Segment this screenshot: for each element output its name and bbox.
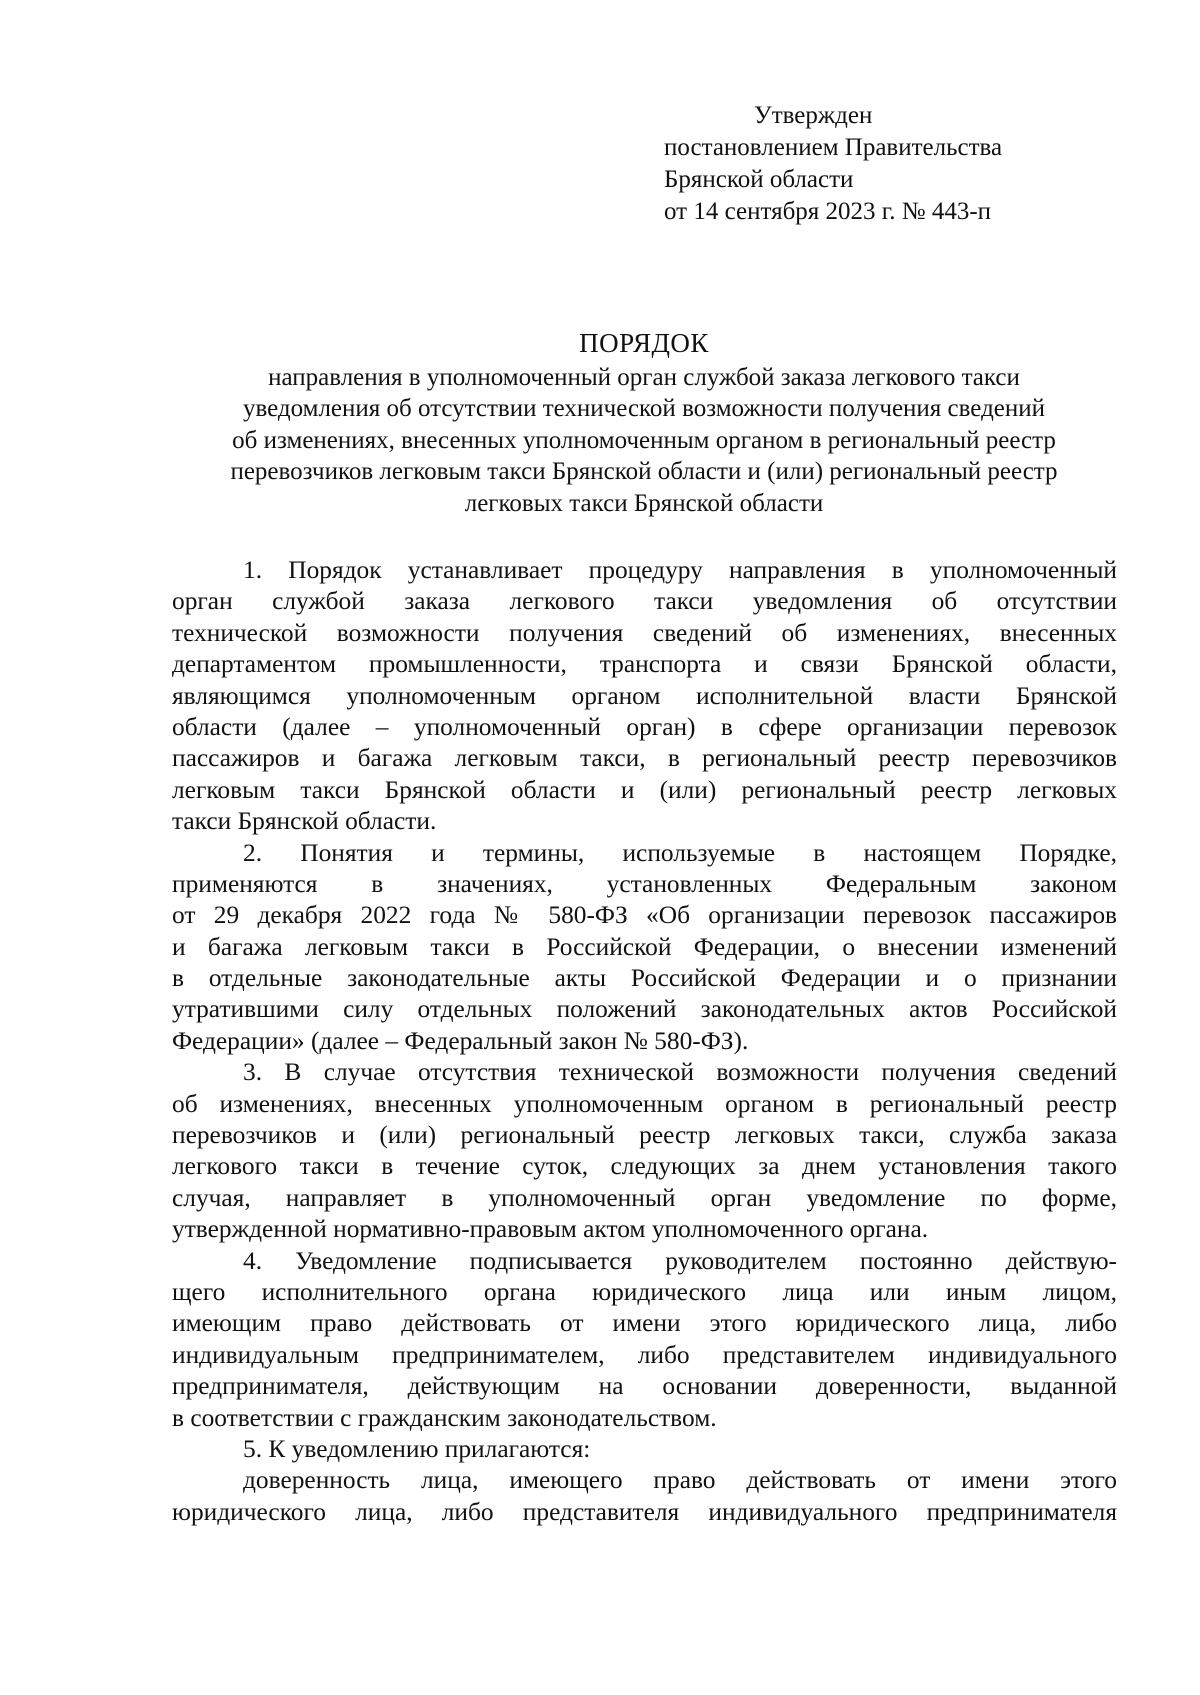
text-line: имеющим право действовать от имени этого юридического лица, либо	[172, 1309, 1117, 1338]
approval-line: Брянской области	[664, 166, 854, 193]
text-line: юридического лица, либо представителя индивидуального предпринимателя	[172, 1497, 1117, 1526]
title-line: об изменениях, внесенных уполномоченным органом в региональный реестр	[232, 426, 1056, 454]
text-line: применяются в значениях, установленных Федеральным законом	[172, 869, 1117, 898]
text-line: легкового такси в течение суток, следующих за днем установления такого	[172, 1152, 1117, 1181]
document-title	[160, 328, 1128, 519]
approval-date-number: от 14 сентября 2023 г. № 443-п	[664, 198, 992, 225]
text-line: в соответствии с гражданским законодательством.	[172, 1403, 717, 1432]
text-line: случая, направляет в уполномоченный орган уведомление по форме,	[172, 1183, 1117, 1212]
text-line: в отдельные законодательные акты Российской Федерации и о признании	[172, 964, 1117, 993]
title-line: направления в уполномоченный орган службой заказа легкового такси	[268, 363, 1020, 391]
text-line: 3. В случае отсутствия технической возможности получения сведений	[243, 1058, 1117, 1087]
paragraph-5	[172, 1434, 1117, 1465]
paragraph-4	[172, 1246, 1117, 1434]
text-line: утратившими силу отдельных положений законодательных актов Российской	[172, 995, 1117, 1024]
text-line: 2. Понятия и термины, используемые в настоящем Порядке,	[243, 838, 1117, 867]
text-line: доверенность лица, имеющего право действовать от имени этого	[243, 1466, 1117, 1495]
text-line: являющимся уполномоченным органом исполнительной власти Брянской	[172, 681, 1117, 710]
paragraph-6	[172, 1465, 1117, 1528]
text-line: об изменениях, внесенных уполномоченным органом в региональный реестр	[172, 1089, 1117, 1118]
title-line: легковых такси Брянской области	[464, 489, 824, 517]
text-line: легковым такси Брянской области и (или) региональный реестр легковых	[172, 775, 1117, 804]
text-line: орган службой заказа легкового такси уведомления об отсутствии	[172, 587, 1117, 616]
text-line: от 29 декабря 2022 года № 580-ФЗ «Об организации перевозок пассажиров	[172, 901, 1117, 930]
text-line: области (далее – уполномоченный орган) в сфере организации перевозок	[172, 712, 1117, 741]
text-line: предпринимателя, действующим на основании доверенности, выданной	[172, 1372, 1117, 1401]
text-line: Федерации» (далее – Федеральный закон № 580-ФЗ).	[172, 1026, 749, 1055]
text-line: и багажа легковым такси в Российской Федерации, о внесении изменений	[172, 932, 1117, 961]
text-line: пассажиров и багажа легковым такси, в региональный реестр перевозчиков	[172, 744, 1117, 773]
text-line: технической возможности получения сведений об изменениях, внесенных	[172, 618, 1117, 647]
approval-stamp	[664, 100, 1002, 228]
title-line: перевозчиков легковым такси Брянской области и (или) региональный реестр	[230, 458, 1058, 485]
text-line: 4. Уведомление подписывается руководителем постоянно действую-	[243, 1246, 1117, 1275]
text-line: департаментом промышленности, транспорта и связи Брянской области,	[172, 650, 1117, 679]
approval-line: Утвержден	[754, 102, 873, 129]
text-line: щего исполнительного органа юридического лица или иным лицом,	[172, 1277, 1117, 1306]
document-body	[172, 555, 1117, 1528]
title-line: уведомления об отсутствии технической возможности получения сведений	[242, 395, 1046, 422]
text-line: индивидуальным предпринимателем, либо представителем индивидуального	[172, 1340, 1117, 1369]
approval-line: постановлением Правительства	[664, 134, 1003, 161]
text-line: 1. Порядок устанавливает процедуру направления в уполномоченный	[243, 556, 1117, 584]
text-line: перевозчиков и (или) региональный реестр легковых такси, служба заказа	[172, 1121, 1117, 1150]
text-line: утвержденной нормативно-правовым актом уполномоченного органа.	[172, 1215, 929, 1244]
text-line: такси Брянской области.	[172, 807, 437, 836]
paragraph-1	[172, 555, 1117, 838]
title-heading: ПОРЯДОК	[579, 328, 709, 358]
text-line: 5. К уведомлению прилагаются:	[243, 1434, 591, 1463]
paragraph-2	[172, 838, 1117, 1058]
paragraph-3	[172, 1057, 1117, 1245]
